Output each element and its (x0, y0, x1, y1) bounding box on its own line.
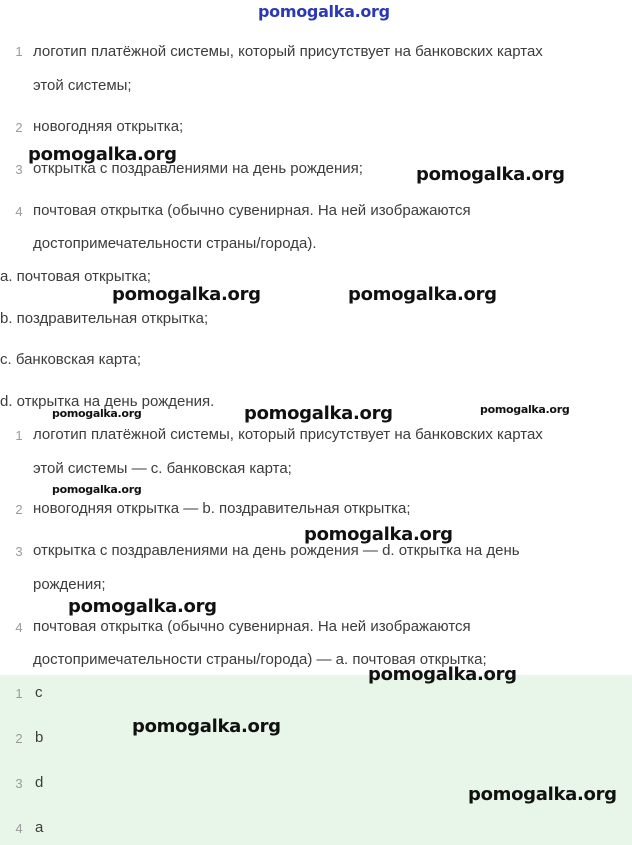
watermark: pomogalka.org (52, 483, 142, 496)
list-item-text: новогодняя открытка; (33, 118, 184, 135)
list-item-text: логотип платёжной системы, который присутствует на банковских картах (33, 426, 543, 443)
watermark: pomogalka.org (52, 407, 142, 420)
list-item-number: 4 (15, 620, 23, 635)
list-item-text: почтовая открытка (обычно сувенирная. На ней изображаются (33, 618, 471, 635)
watermark: pomogalka.org (112, 284, 261, 305)
answer-value: b (35, 729, 44, 746)
watermark: pomogalka.org (368, 664, 517, 685)
answer-value: c (35, 684, 43, 701)
list-item-number: 3 (15, 162, 23, 177)
answer-number: 2 (15, 731, 23, 746)
option-a: a. почтовая открытка; (0, 268, 151, 285)
answer-number: 4 (15, 821, 23, 836)
list-item-text: достопримечательности страны/города) — a. почтовая открытка; (33, 651, 487, 668)
option-b: b. поздравительная открытка; (0, 310, 209, 327)
watermark: pomogalka.org (68, 596, 217, 617)
answer-value: d (35, 774, 44, 791)
watermark: pomogalka.org (348, 284, 497, 305)
list-item-text: новогодняя открытка — b. поздравительная открытка; (33, 500, 411, 517)
list-item-text: логотип платёжной системы, который присутствует на банковских картах (33, 43, 543, 60)
list-item-text: достопримечательности страны/города). (33, 235, 317, 252)
watermark: pomogalka.org (132, 716, 281, 737)
list-item-number: 2 (15, 120, 23, 135)
list-item-text: этой системы — c. банковская карта; (33, 460, 292, 477)
answer-number: 3 (15, 776, 23, 791)
list-item-number: 3 (15, 544, 23, 559)
list-item-text: открытка с поздравлениями на день рождения — d. открытка на день (33, 542, 520, 559)
watermark: pomogalka.org (468, 784, 617, 805)
list-item-number: 1 (15, 428, 23, 443)
option-c: c. банковская карта; (0, 351, 142, 368)
watermark: pomogalka.org (304, 524, 453, 545)
watermark: pomogalka.org (480, 403, 570, 416)
list-item-number: 1 (15, 44, 23, 59)
answer-panel (0, 675, 632, 845)
list-item-number: 2 (15, 502, 23, 517)
top-watermark: pomogalka.org (258, 2, 390, 21)
watermark: pomogalka.org (28, 144, 177, 165)
list-item-number: 4 (15, 204, 23, 219)
list-item-text: рождения; (33, 576, 106, 593)
watermark: pomogalka.org (416, 164, 565, 185)
list-item-text: почтовая открытка (обычно сувенирная. На ней изображаются (33, 202, 471, 219)
watermark: pomogalka.org (244, 403, 393, 424)
answer-value: a (35, 819, 44, 836)
answer-number: 1 (15, 686, 23, 701)
list-item-text: открытка с поздравлениями на день рождения; (33, 160, 363, 177)
option-d: d. открытка на день рождения. (0, 393, 215, 410)
list-item-text: этой системы; (33, 77, 132, 94)
